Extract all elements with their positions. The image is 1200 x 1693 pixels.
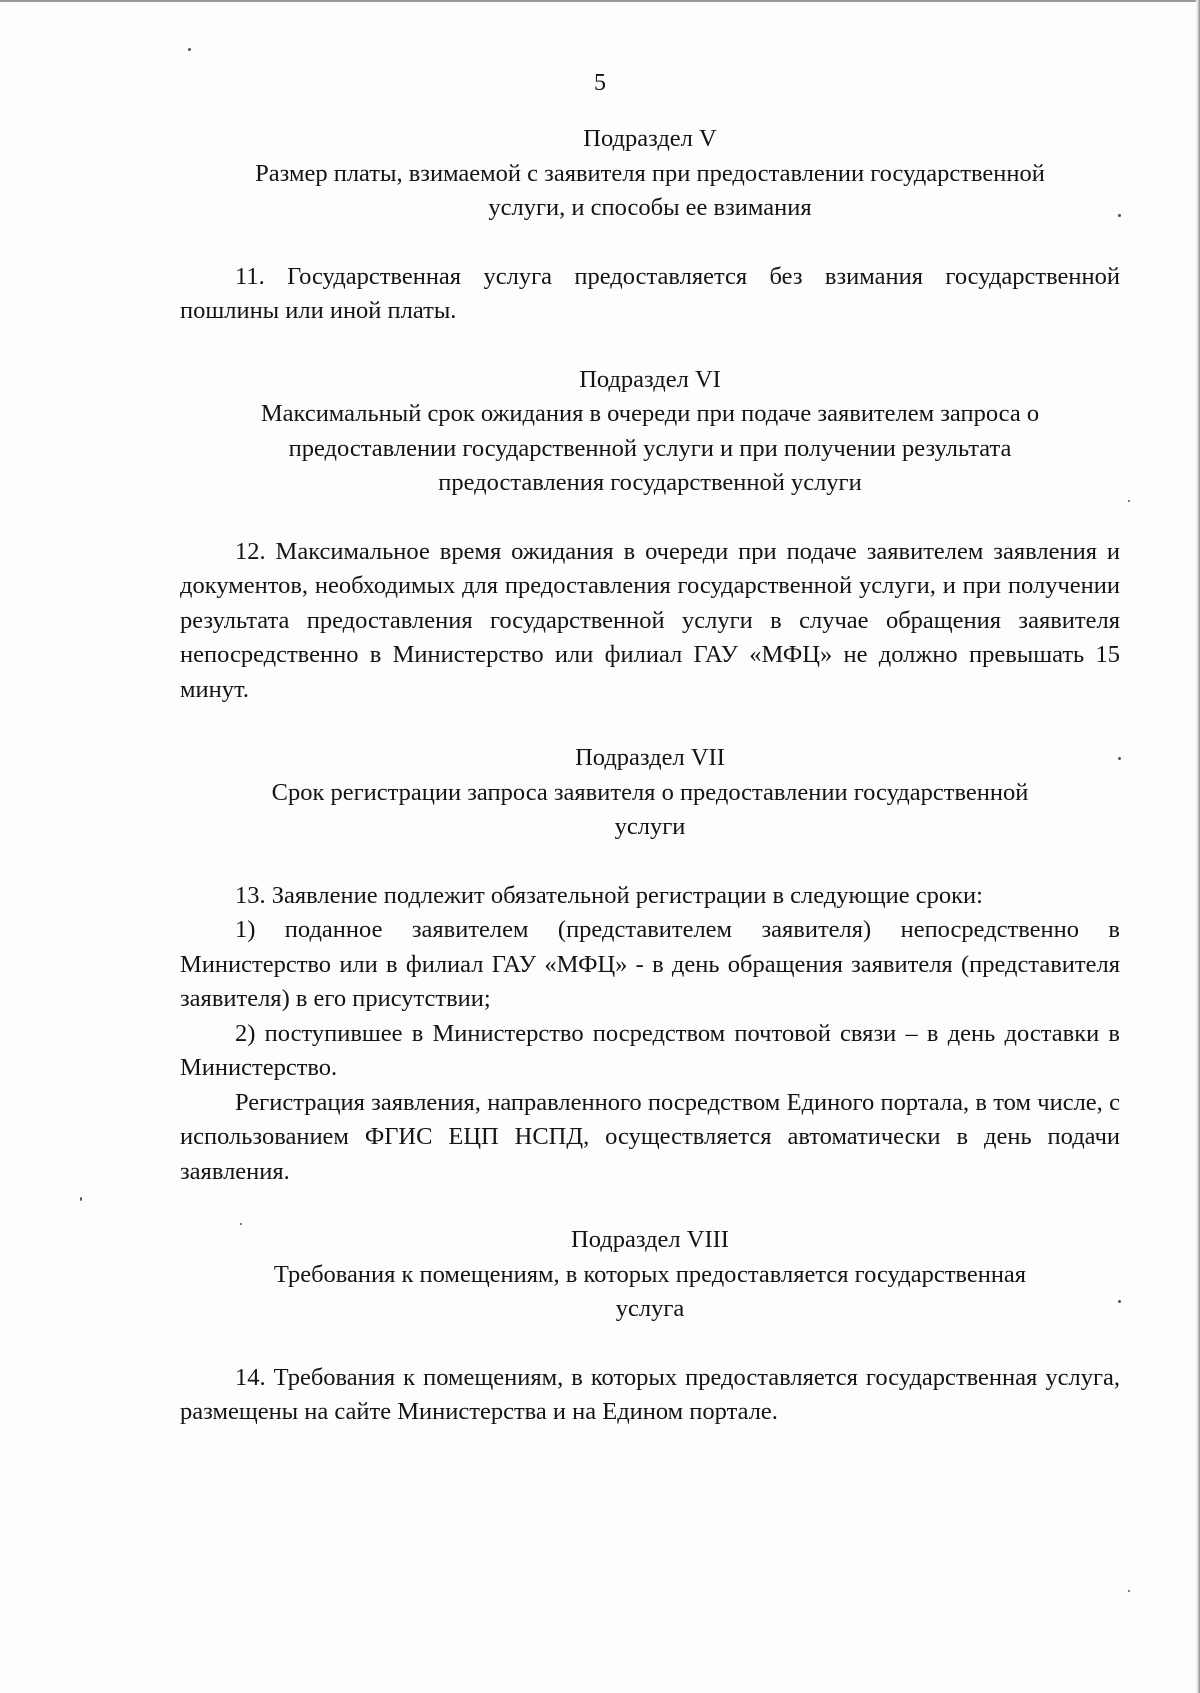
- scan-speck: [1128, 1590, 1130, 1592]
- paragraph: 11. Государственная услуга предоставляется без взимания государственной пошлины или иной платы.: [180, 262, 1120, 324]
- page-number: 5: [594, 70, 606, 96]
- subsection-title-line: Срок регистрации запроса заявителя о предоставлении государственной: [271, 778, 1029, 806]
- scan-edge-top: [0, 0, 1200, 2]
- paragraph: Регистрация заявления, направленного посредством Единого портала, в том числе, с использованием ФГИС ЕЦП НСПД, осуществляется автоматически в день подачи заявления.: [180, 1088, 1120, 1185]
- subsection-vi: [180, 363, 1120, 708]
- subsection-heading: [180, 1223, 1120, 1327]
- subsection-heading: [180, 741, 1120, 845]
- subsection-title-line: предоставления государственной услуги: [438, 469, 862, 496]
- subsection-title-line: Размер платы, взимаемой с заявителя при предоставлении государственной: [255, 159, 1045, 187]
- paragraph: 13. Заявление подлежит обязательной регистрации в следующие сроки:: [235, 881, 983, 909]
- subsection-title-line: услуги: [614, 813, 686, 840]
- scan-speck: [188, 48, 191, 51]
- subsection-viii: [180, 1223, 1120, 1430]
- subsection-heading: [180, 122, 1120, 226]
- subsection-label: Подраздел V: [583, 125, 717, 152]
- subsection-heading: [180, 363, 1120, 501]
- scan-speck: [1128, 500, 1130, 502]
- paragraph: 12. Максимальное время ожидания в очереди при подаче заявителем заявления и документов, необходимых для предоставления государственной услуги, и при получении результата предоставления государственной услуги в случае обращения заявителя непосредственно в Министерство или филиал ГАУ «МФЦ» не должно превышать 15 минут.: [180, 537, 1120, 703]
- subsection-title-line: Максимальный срок ожидания в очереди при подаче заявителем запроса о: [260, 400, 1040, 427]
- subsection-title-line: услуги, и способы ее взимания: [488, 194, 812, 221]
- subsection-label: Подраздел VI: [579, 365, 721, 393]
- subsection-title-line: Требования к помещениям, в которых предоставляется государственная: [273, 1260, 1027, 1288]
- paragraph: 2) поступившее в Министерство посредством почтовой связи – в день доставки в Министерство.: [180, 1019, 1120, 1081]
- subsection-label: Подраздел VIII: [571, 1226, 729, 1253]
- document-body: [180, 122, 1120, 1430]
- subsection-vii: [180, 741, 1120, 1189]
- subsection-label: Подраздел VII: [575, 744, 725, 771]
- paragraph: 1) поданное заявителем (представителем заявителя) непосредственно в Министерство или в филиал ГАУ «МФЦ» - в день обращения заявителя (представителя заявителя) в его присутствии;: [180, 916, 1120, 1012]
- subsection-title-line: предоставлении государственной услуги и при получении результата: [288, 434, 1012, 462]
- scan-edge-right: [1196, 0, 1200, 1693]
- subsection-v: [180, 122, 1120, 329]
- paragraph: 14. Требования к помещениям, в которых предоставляется государственная услуга, размещены на сайте Министерства и на Едином портале.: [180, 1363, 1120, 1425]
- scan-speck: [80, 1197, 82, 1201]
- subsection-title-line: услуга: [615, 1295, 685, 1322]
